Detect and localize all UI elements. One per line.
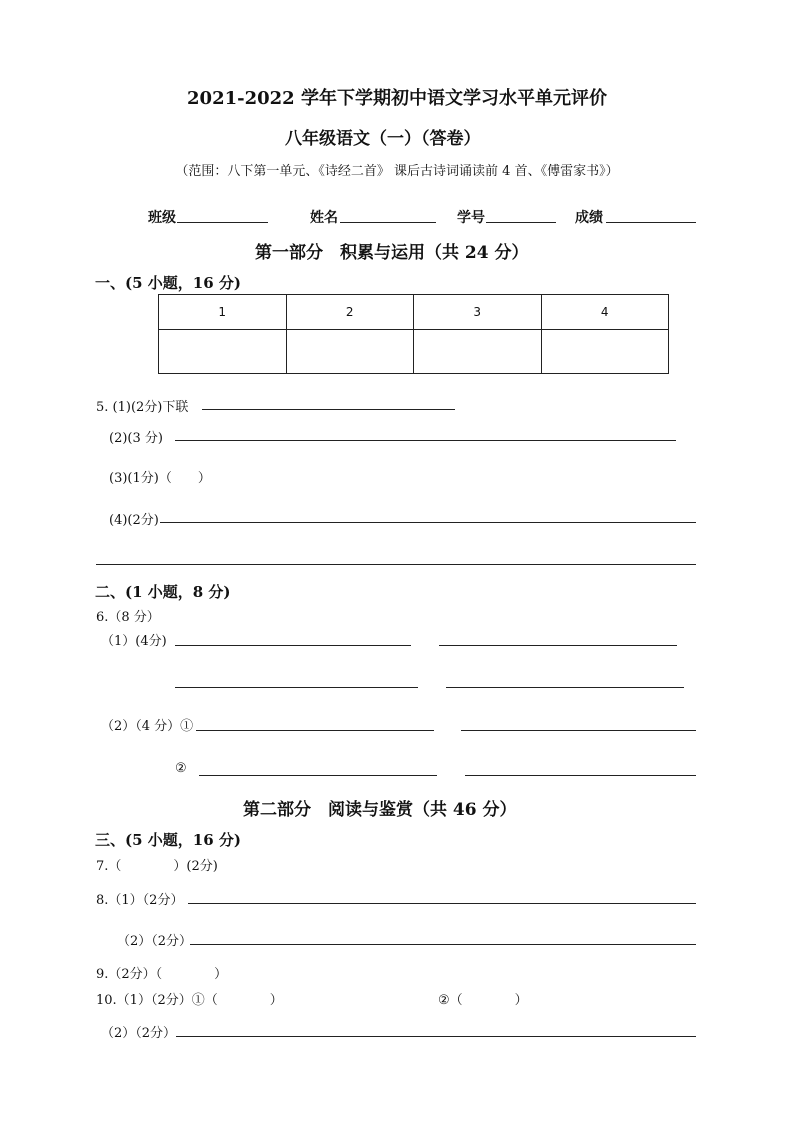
q6-1-field-d[interactable] <box>446 687 684 688</box>
answer-cell[interactable] <box>414 330 542 374</box>
section2-title: 二、(1 小题，8 分) <box>95 583 231 601</box>
exam-range: （范围：八下第一单元、《诗经二首》 课后古诗词诵读前 4 首、《傅雷家书》） <box>175 164 619 179</box>
id-field[interactable] <box>486 222 556 223</box>
answer-cell[interactable] <box>159 330 287 374</box>
q10-2-field[interactable] <box>176 1036 696 1037</box>
q8-1-label: 8.（1）（2分） <box>96 893 184 908</box>
q6-1-field-b[interactable] <box>439 645 677 646</box>
q6-2-field-d[interactable] <box>465 775 696 776</box>
score-field[interactable] <box>606 222 696 223</box>
answer-table-header: 4 <box>541 295 669 330</box>
name-label: 姓名 <box>310 210 338 226</box>
q5-4-field-2[interactable] <box>96 564 696 565</box>
q6-2-field-c[interactable] <box>199 775 437 776</box>
q10-2-label: （2）（2分） <box>101 1026 177 1041</box>
q5-4-label: (4)(2分) <box>109 513 159 528</box>
answer-table-header: 3 <box>414 295 542 330</box>
q10-1-label: 10.（1）（2分）①（ ） <box>96 993 283 1008</box>
class-label: 班级 <box>148 210 176 226</box>
exam-subtitle: 八年级语文（一）（答卷） <box>285 129 481 149</box>
q8-1-field[interactable] <box>188 903 696 904</box>
q6-2-field-b[interactable] <box>461 730 696 731</box>
q6-1-label: （1）(4分) <box>101 634 167 649</box>
id-label: 学号 <box>457 210 485 226</box>
q9-label: 9.（2分）（ ） <box>96 967 228 982</box>
answer-table <box>158 294 669 374</box>
q7-label: 7.（ ）(2分) <box>96 859 218 874</box>
q6-2-label: （2）（4 分）① <box>101 719 194 734</box>
score-label: 成绩 <box>575 210 603 226</box>
q10-1b-label: ②（ ） <box>438 993 528 1008</box>
answer-cell[interactable] <box>541 330 669 374</box>
answer-table-header: 1 <box>159 295 287 330</box>
q8-2-field[interactable] <box>190 944 696 945</box>
class-field[interactable] <box>177 222 268 223</box>
answer-table-header: 2 <box>286 295 414 330</box>
q6-label: 6.（8 分） <box>96 610 160 625</box>
q5-1-label: 5. (1)(2分)下联 <box>96 400 189 415</box>
section1-title: 一、(5 小题，16 分) <box>95 274 241 292</box>
q5-2-field[interactable] <box>175 440 676 441</box>
part2-title: 第二部分 阅读与鉴赏（共 46 分） <box>243 800 517 820</box>
q6-1-field-a[interactable] <box>175 645 411 646</box>
q5-4-field[interactable] <box>160 522 696 523</box>
exam-title: 2021-2022 学年下学期初中语文学习水平单元评价 <box>187 88 607 109</box>
q8-2-label: （2）（2分） <box>117 934 193 949</box>
section3-title: 三、(5 小题，16 分) <box>95 831 241 849</box>
q5-1-field[interactable] <box>202 409 455 410</box>
q6-2-field-a[interactable] <box>196 730 434 731</box>
q5-3-label: (3)(1分)（ ） <box>109 471 211 486</box>
part1-title: 第一部分 积累与运用（共 24 分） <box>255 243 529 263</box>
q6-1-field-c[interactable] <box>175 687 418 688</box>
answer-cell[interactable] <box>286 330 414 374</box>
name-field[interactable] <box>340 222 436 223</box>
q5-2-label: (2)(3 分) <box>109 431 163 446</box>
q6-2b-label: ② <box>175 761 187 776</box>
